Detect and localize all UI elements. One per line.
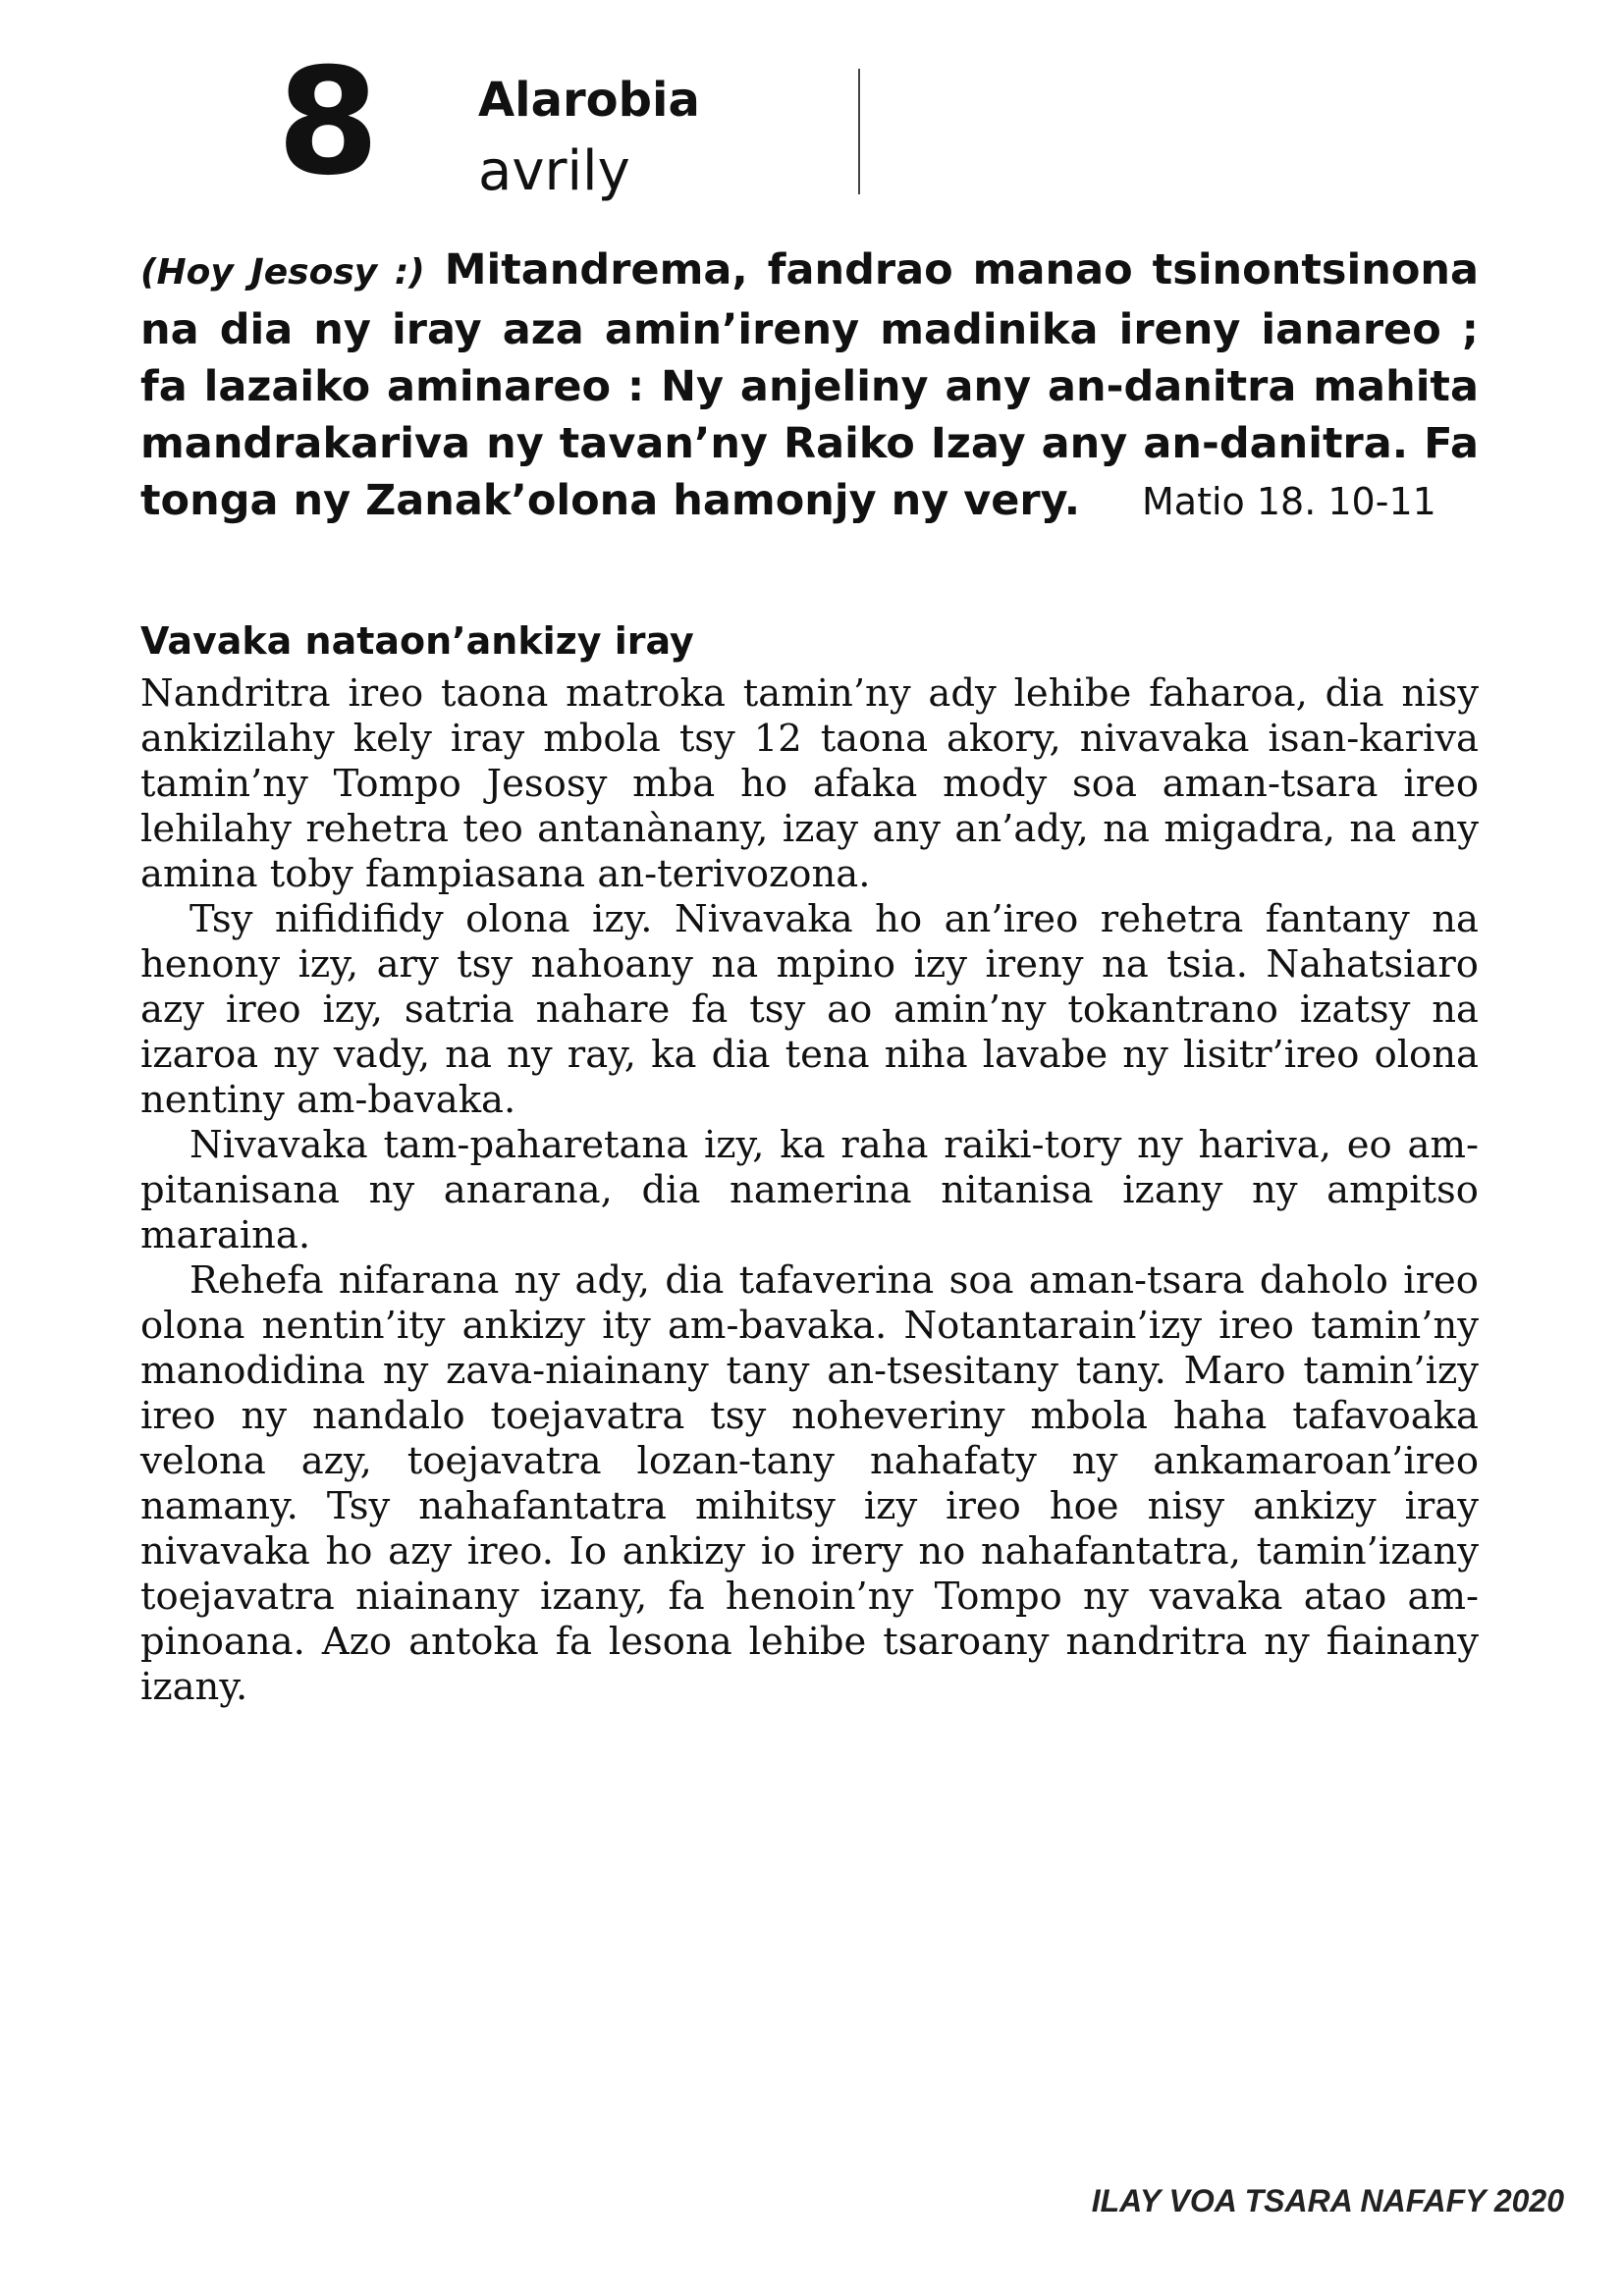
paragraph-3: Nivavaka tam-paharetana izy, ka raha raiki-tory ny hariva, eo am-pitanisana ny anarana, dia namerina nitanisa izany ny ampitso maraina. xyxy=(140,1123,1479,1257)
paragraph-1: Nandritra ireo taona matroka tamin’ny ady lehibe faharoa, dia nisy ankizilahy kely iray mbola tsy 12 taona akory, nivavaka isan-kariva tamin’ny Tompo Jesosy mba ho afaka mody soa aman-tsara ireo lehilahy rehetra teo antanànany, izay any an’ady, na migadra, na any amina toby fampiasana an-terivozona. xyxy=(140,671,1479,896)
paragraph-4: Rehefa nifarana ny ady, dia tafaverina soa aman-tsara daholo ireo olona nentin’ity ankizy ity am-bavaka. Notantarain’izy ireo tamin’ny manodidina ny zava-niainany tany an-tsesitany tany. Maro tamin’izy ireo ny nandalo toejavatra tsy noheveriny mbola haha tafavoaka velona azy, toejavatra lozan-tany nahafaty ny ankamaroan’ireo namany. Tsy nahafantatra mihitsy izy ireo hoe nisy ankizy iray nivavaka ho azy ireo. Io ankizy io irery no nahafantatra, tamin’izany toejavatra niainany izany, fa henoin’ny Tompo ny vavaka atao am-pinoana. Azo antoka fa lesona lehibe tsaroany nandritra ny fiainany izany. xyxy=(140,1258,1479,1709)
verse-speaker: (Hoy Jesosy :) xyxy=(140,252,425,293)
date-month: avrily xyxy=(478,139,630,203)
date-day-number: 8 xyxy=(277,37,376,208)
verse-text: Mitandrema, fandrao manao tsinontsinona na dia ny iray aza amin’ireny madinika ireny ianareo ; fa lazaiko aminareo : Ny anjeliny any an-danitra mahita mandrakariva ny tavan’ny Raiko Izay any an-danitra. Fa tonga ny Zanak’olona hamonjy ny very. xyxy=(140,245,1479,525)
article-body xyxy=(140,671,1479,1710)
header-divider xyxy=(858,69,860,194)
footer-publication-title: ILAY VOA TSARA NAFAFY 2020 xyxy=(1091,2183,1564,2218)
verse-reference: Matio 18. 10-11 xyxy=(1142,480,1436,523)
bible-verse xyxy=(140,241,1479,530)
paragraph-2: Tsy nifidifidy olona izy. Nivavaka ho an’ireo rehetra fantany na henony izy, ary tsy nahoany na mpino izy ireny na tsia. Nahatsiaro azy ireo izy, satria nahare fa tsy ao amin’ny tokantrano izatsy na izaroa ny vady, na ny ray, ka dia tena niha lavabe ny lisitr’ireo olona nentiny am-bavaka. xyxy=(140,897,1479,1122)
date-weekday: Alarobia xyxy=(478,73,700,128)
section-title: Vavaka nataon’ankizy iray xyxy=(140,619,694,663)
